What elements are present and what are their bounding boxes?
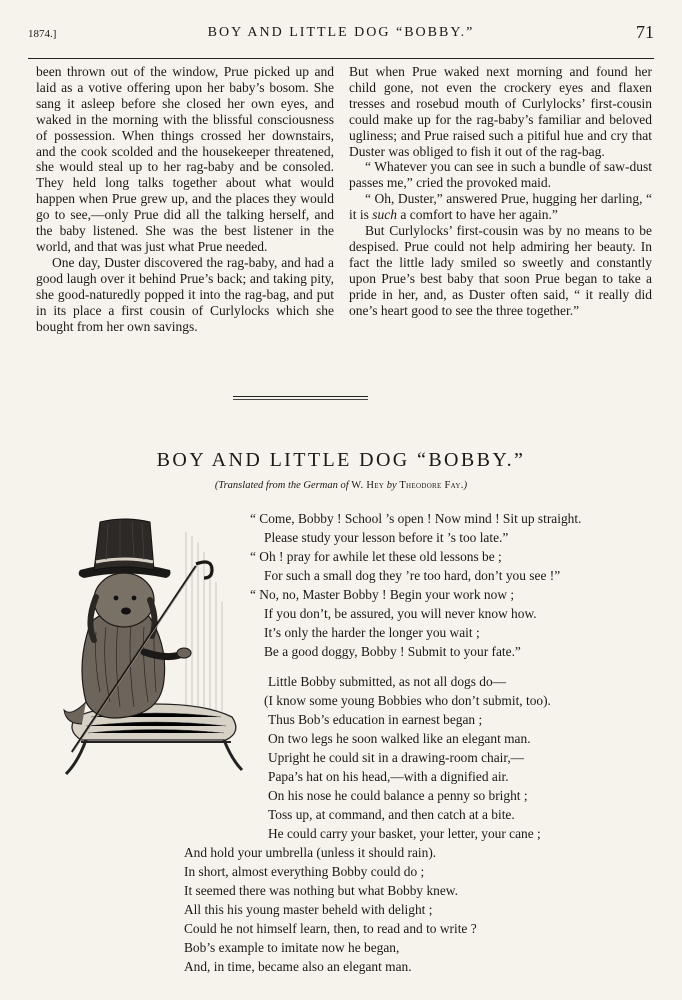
story-text: “ Oh, Duster,” answered Prue, hugging her darling, “ it is: [349, 191, 652, 223]
poem-line: He could carry your basket, your letter, your cane ;: [268, 826, 541, 841]
poem-line: Bob’s example to imitate now he began,: [184, 940, 400, 955]
poem-line: If you don’t, be assured, you will never know how.: [264, 606, 537, 621]
byline-text: by: [384, 480, 400, 491]
poem-byline: [0, 480, 682, 491]
poem-line: Upright he could sit in a drawing-room chair,—: [268, 750, 525, 765]
running-head: [28, 22, 654, 44]
poem-line: Papa’s hat on his head,—with a dignified air.: [268, 769, 509, 784]
story-text: a comfort to have her again.”: [397, 207, 558, 223]
poem-title: BOY AND LITTLE DOG “BOBBY.”: [156, 449, 526, 471]
poem-line: On two legs he soon walked like an elegant man.: [268, 731, 531, 746]
byline-author: W. Hey: [351, 480, 385, 491]
dog-in-top-hat-icon: [36, 512, 256, 782]
section-separator: [233, 396, 368, 400]
story-paragraph: [349, 191, 652, 223]
poem-line: Little Bobby submitted, as not all dogs do—: [268, 674, 507, 689]
story-column-right: [349, 64, 652, 319]
running-head-year: 1874.]: [28, 28, 57, 40]
byline-text: ): [463, 480, 468, 491]
poem-line: Be a good doggy, Bobby ! Submit to your fate.”: [264, 644, 521, 659]
poem-line: For such a small dog they ’re too hard, don’t you see !”: [264, 568, 561, 583]
poem-line: (I know some young Bobbies who don’t submit, too).: [264, 693, 551, 708]
story-emphasis: such: [372, 207, 398, 223]
poem-line: Toss up, at command, and then catch at a bite.: [268, 807, 515, 822]
byline-translator: Theodore Fay.: [399, 480, 464, 491]
poem-line: Please study your lesson before it ’s too late.”: [264, 530, 509, 545]
poem-line: “ Oh ! pray for awhile let these old lessons be ;: [250, 549, 502, 564]
poem-line: It’s only the harder the longer you wait ;: [264, 625, 480, 640]
poem-line: Thus Bob’s education in earnest began ;: [268, 712, 483, 727]
poem-line: All this his young master beheld with delight ;: [184, 902, 433, 917]
story-paragraph: But Curlylocks’ first-cousin was by no means to be despised. Prue could not help admiring her beauty. In fact the little lady smiled so sweetly and constantly upon Prue’s best baby that soon Prue began to take a pride in her, and, as Duster often said, “ it really did one’s heart good to see the three together.”: [349, 223, 652, 318]
story-paragraph: “ Whatever you can see in such a bundle of saw-dust passes me,” cried the provoked maid.: [349, 159, 652, 191]
story-paragraph: One day, Duster discovered the rag-baby, and had a good laugh over it behind Prue’s back; and taking pity, she good-naturedly popped it into the rag-bag, and put in its place a first cousin of Curlylocks which she bought from her own savings.: [36, 254, 334, 334]
poem-line: “ No, no, Master Bobby ! Begin your work now ;: [250, 587, 515, 602]
poem-line: And, in time, became also an elegant man.: [184, 959, 412, 974]
poem-line: In short, almost everything Bobby could do ;: [184, 864, 425, 879]
story-column-left: [36, 64, 334, 334]
page-number: 71: [636, 22, 654, 42]
poem-line: Could he not himself learn, then, to read and to write ?: [184, 921, 477, 936]
byline-text: (Translated from the German of: [214, 480, 352, 491]
poem-line: “ Come, Bobby ! School ’s open ! Now mind ! Sit up straight.: [250, 511, 582, 526]
poem-line: It seemed there was nothing but what Bobby knew.: [184, 883, 458, 898]
header-rule: [28, 58, 654, 59]
story-paragraph: been thrown out of the window, Prue picked up and laid as a votive offering upon her baby’s bosom. She sang it asleep before she closed her own eyes, and waked in the morning with the blissful consciousness of possession. When things crossed her downstairs, and the cook scolded and the housekeeper threatened, she would steal up to her rag-baby and be consoled. They held long talks together about what would happen when Prue grew up, and the places they would go to see,—only Prue did all the talking herself, and the baby listened. She was the best listener in the world, and that was just what Prue needed.: [36, 64, 334, 254]
story-paragraph: But when Prue waked next morning and found her child gone, not even the crockery eyes and flaxen tresses and rosebud mouth of Curlylocks’ first-cousin could make up for the rag-baby’s familiar and beloved ugliness; and Prue raised such a pitiful hue and cry that Duster was obliged to fish it out of the rag-bag.: [349, 64, 652, 159]
running-head-title: BOY AND LITTLE DOG “BOBBY.”: [207, 25, 475, 40]
poem-line: On his nose he could balance a penny so bright ;: [268, 788, 528, 803]
poem-line: And hold your umbrella (unless it should rain).: [184, 845, 437, 860]
